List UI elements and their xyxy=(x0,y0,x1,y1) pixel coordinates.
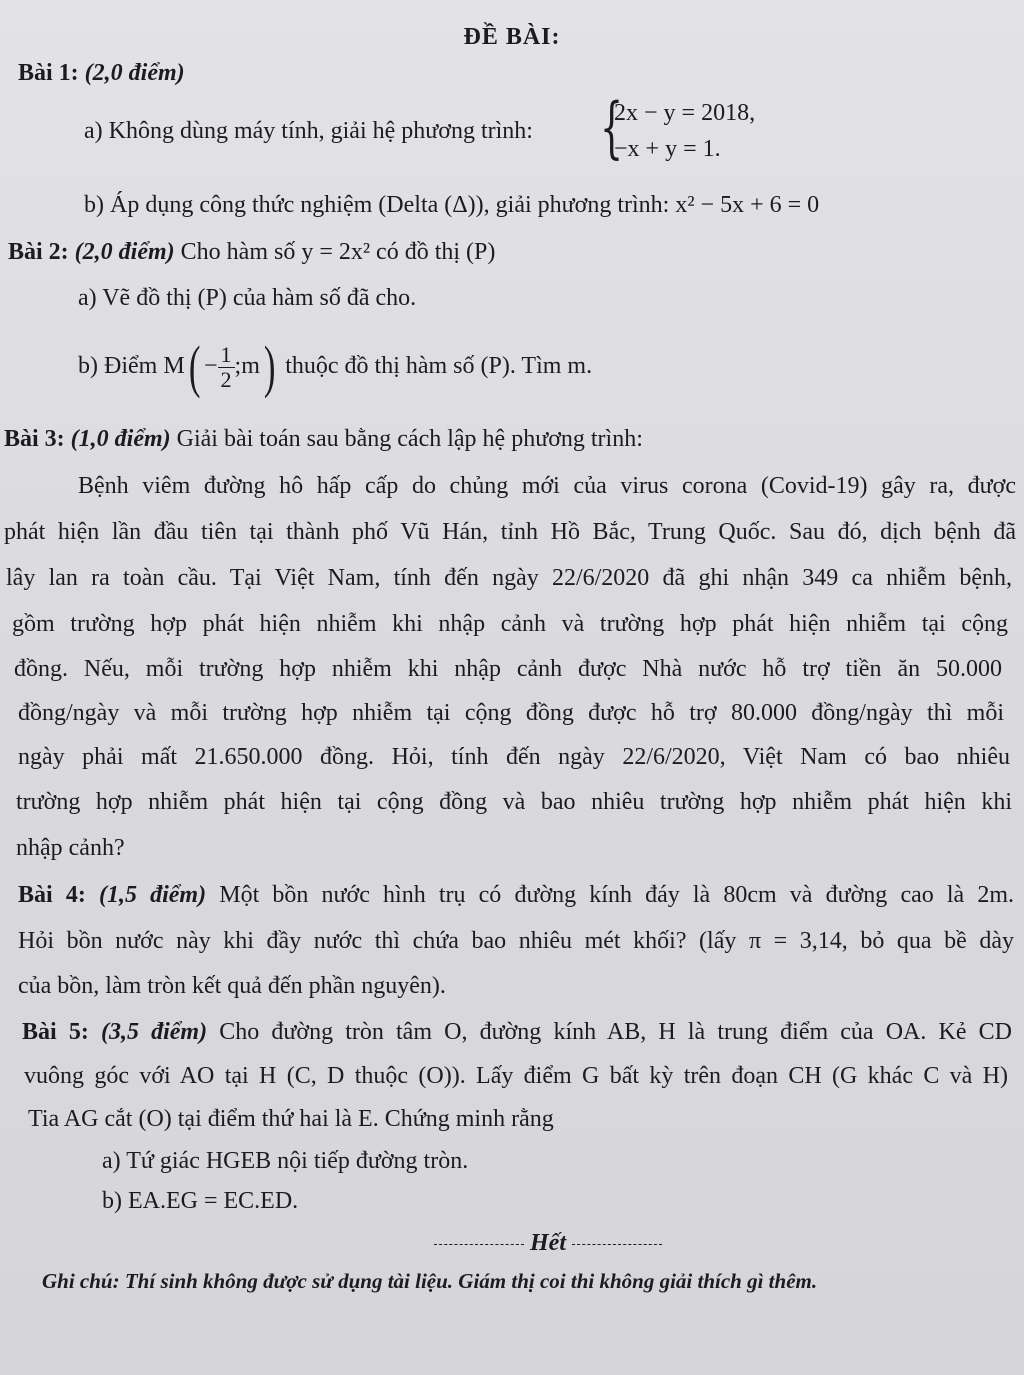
bai2-a: a) Vẽ đồ thị (P) của hàm số đã cho. xyxy=(78,285,417,311)
bai4-score: (1,5 điểm) xyxy=(98,882,207,908)
bai3-line: trường hợp nhiễm phát hiện tại cộng đồng và bao nhiêu trường hợp nhiễm phát hiện khi xyxy=(16,789,1012,815)
bai5-line2: vuông góc với AO tại H (C, D thuộc (O)). Lấy điểm G bất kỳ trên đoạn CH (G khác C và H) xyxy=(24,1063,1008,1089)
bai1-label: Bài 1: xyxy=(18,60,79,86)
bai5-a: a) Tứ giác HGEB nội tiếp đường tròn. xyxy=(102,1148,469,1174)
end-dash-right xyxy=(572,1244,662,1245)
bai2-b xyxy=(78,334,593,400)
bai2-b-m: ;m xyxy=(234,353,260,379)
bai1-a-prefix: a) Không dùng máy tính, giải hệ phương trình: xyxy=(84,118,533,144)
page-title: ĐỀ BÀI: xyxy=(463,24,561,50)
bai4-text1: Một bồn nước hình trụ có đường kính đáy là 80cm và đường cao là 2m. xyxy=(219,882,1015,908)
bai2-score: (2,0 điểm) xyxy=(74,239,175,265)
bai2-intro: Cho hàm số y = 2x² có đồ thị (P) xyxy=(180,239,496,265)
bai4-line3: của bồn, làm tròn kết quả đến phần nguyên). xyxy=(18,973,446,999)
fraction-denominator: 2 xyxy=(220,366,232,392)
bai3-line: lây lan ra toàn cầu. Tại Việt Nam, tính đến ngày 22/6/2020 đã ghi nhận 349 ca nhiễm bệnh, xyxy=(6,565,1012,591)
bai5-b: b) EA.EG = EC.ED. xyxy=(102,1188,299,1214)
footer-note: Ghi chú: Thí sinh không được sử dụng tài liệu. Giám thị coi thi không giải thích gì thêm. xyxy=(42,1269,818,1293)
system-eq1: 2x − y = 2018, xyxy=(614,100,756,126)
fraction-numerator: 1 xyxy=(218,343,235,368)
left-paren: ( xyxy=(188,334,201,400)
bai1-heading xyxy=(18,58,185,88)
bai2-b-minus: − xyxy=(203,353,218,379)
bai3-intro: Giải bài toán sau bằng cách lập hệ phương trình: xyxy=(176,426,643,452)
right-paren: ) xyxy=(263,334,276,400)
bai2-b-prefix: b) Điểm M xyxy=(78,353,185,379)
bai2-heading xyxy=(8,237,495,267)
end-text: Hết xyxy=(530,1230,566,1256)
bai3-line: nhập cảnh? xyxy=(16,835,125,861)
system-eq2: −x + y = 1. xyxy=(614,136,721,162)
bai5-label: Bài 5: xyxy=(22,1019,89,1045)
bai3-heading xyxy=(4,424,643,454)
bai3-label: Bài 3: xyxy=(4,426,65,452)
bai4-label: Bài 4: xyxy=(18,882,86,908)
bai5-line3: Tia AG cắt (O) tại điểm thứ hai là E. Chứng minh rằng xyxy=(28,1106,554,1132)
bai3-line: phát hiện lần đầu tiên tại thành phố Vũ Hán, tỉnh Hồ Bắc, Trung Quốc. Sau đó, dịch bệnh đã xyxy=(4,519,1016,545)
bai1-score: (2,0 điểm) xyxy=(84,60,185,86)
system-brace: { xyxy=(600,89,624,166)
bai3-line: đồng. Nếu, mỗi trường hợp nhiễm khi nhập cảnh được Nhà nước hỗ trợ tiền ăn 50.000 xyxy=(14,656,1002,682)
bai4-line2: Hỏi bồn nước này khi đầy nước thì chứa bao nhiêu mét khối? (lấy π = 3,14, bỏ qua bề dày xyxy=(18,928,1014,954)
bai5-text1: Cho đường tròn tâm O, đường kính AB, H là trung điểm của OA. Kẻ CD xyxy=(219,1019,1012,1045)
bai2-b-suffix: thuộc đồ thị hàm số (P). Tìm m. xyxy=(285,353,593,379)
bai2-label: Bài 2: xyxy=(8,239,69,265)
equation-system xyxy=(600,89,800,166)
bai3-line: gồm trường hợp phát hiện nhiễm khi nhập cảnh và trường hợp phát hiện nhiễm tại cộng xyxy=(12,611,1008,637)
fraction-one-half xyxy=(218,343,235,392)
bai3-line: Bệnh viêm đường hô hấp cấp do chủng mới của virus corona (Covid-19) gây ra, được xyxy=(78,473,1016,499)
bai3-score: (1,0 điểm) xyxy=(70,426,171,452)
bai1-b: b) Áp dụng công thức nghiệm (Delta (Δ)), giải phương trình: x² − 5x + 6 = 0 xyxy=(84,192,820,218)
bai5-line1 xyxy=(22,1017,1012,1047)
end-dash-left xyxy=(434,1244,524,1245)
bai3-line: đồng/ngày và mỗi trường hợp nhiễm tại cộng đồng được hỗ trợ 80.000 đồng/ngày thì mỗi xyxy=(18,700,1004,726)
end-marker xyxy=(428,1228,668,1258)
bai5-score: (3,5 điểm) xyxy=(100,1019,208,1045)
bai3-line: ngày phải mất 21.650.000 đồng. Hỏi, tính đến ngày 22/6/2020, Việt Nam có bao nhiêu xyxy=(18,744,1010,770)
bai4-line1 xyxy=(18,880,1014,910)
